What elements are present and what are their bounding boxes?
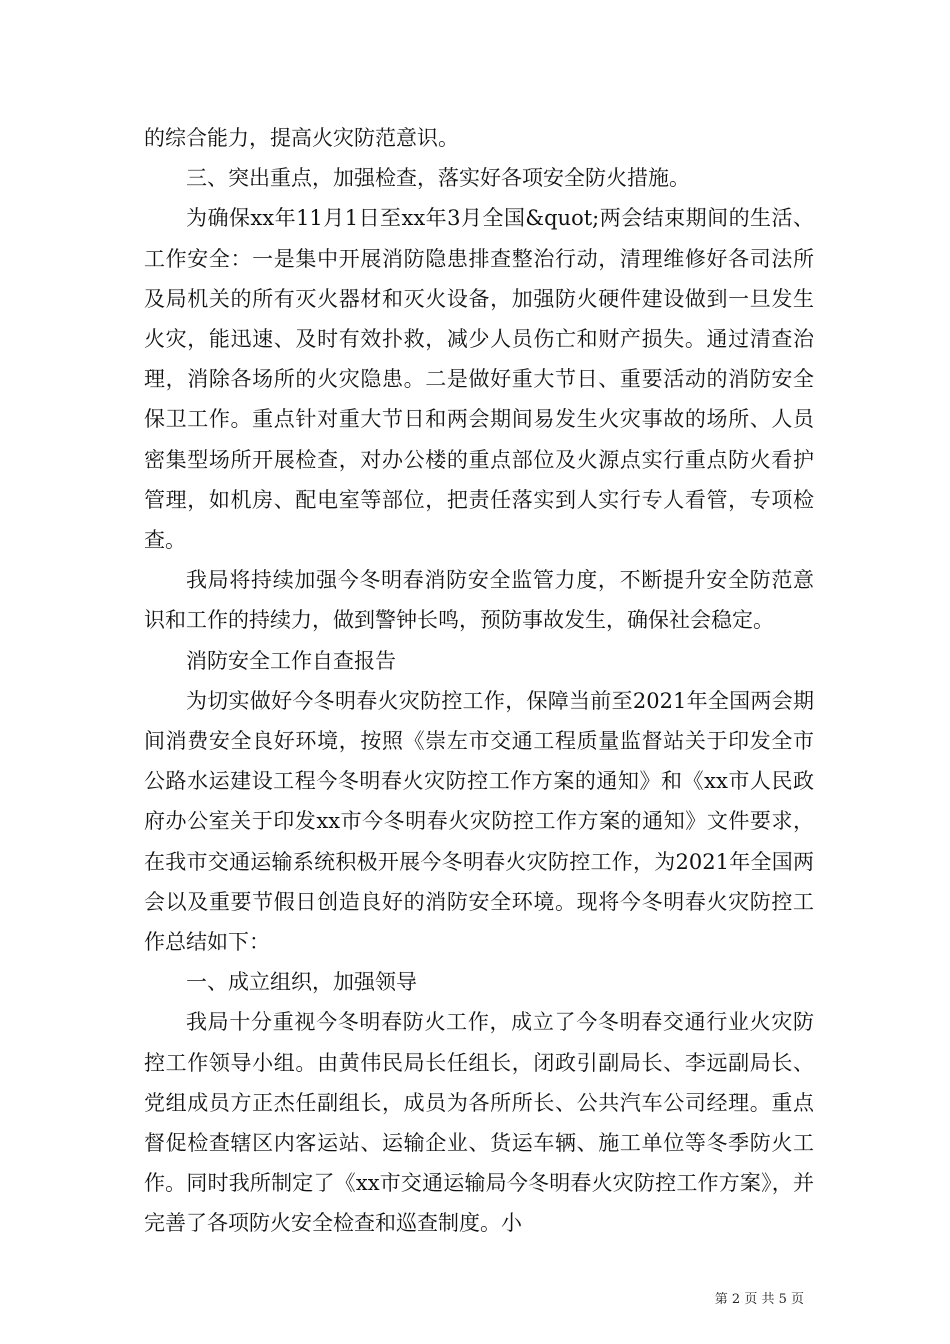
paragraph-introduction: 为切实做好今冬明春火灾防控工作，保障当前至2021年全国两会期间消费安全良好环境，按照《崇左市交通工程质量监督站关于印发全市公路水运建设工程今冬明春火灾防控工作方案的通知》和《xx市人民政府办公室关于印发xx市今冬明春火灾防控工作方案的通知》文件要求，在我市交通运输系统积极开展今冬明春火灾防控工作，为2021年全国两会以及重要节假日创造良好的消防安全环境。现将今冬明春火灾防控工作总结如下： (144, 688, 814, 955)
paragraph-continuation: 的综合能力，提高火灾防范意识。 (144, 126, 459, 150)
section-heading-three: 三、突出重点，加强检查，落实好各项安全防火措施。 (186, 166, 690, 191)
paragraph-safety-measures: 为确保xx年11月1日至xx年3月全国&quot;两会结束期间的生活、工作安全：一是集中开展消防隐患排查整治行动，清理维修好各司法所及局机关的所有灭火器材和灭火设备，加强防火硬件建设做到一旦发生火灾，能迅速、及时有效扑救，减少人员伤亡和财产损失。通过清查治理，消除各场所的火灾隐患。二是做好重大节日、重要活动的消防安全保卫工作。重点针对重大节日和两会期间易发生火灾事故的场所、人员密集型场所开展检查，对办公楼的重点部位及火源点实行重点防火看护管理，如机房、配电室等部位，把责任落实到人实行专人看管，专项检查。 (144, 206, 814, 553)
paragraph-conclusion: 我局将持续加强今冬明春消防安全监管力度，不断提升安全防范意识和工作的持续力，做到警钟长鸣，预防事故发生，确保社会稳定。 (144, 568, 814, 633)
section-heading-one: 一、成立组织，加强领导 (186, 970, 417, 995)
page-number: 第 2 页 共 5 页 (714, 1292, 804, 1307)
report-title: 消防安全工作自查报告 (186, 648, 396, 673)
paragraph-organization: 我局十分重视今冬明春防火工作，成立了今冬明春交通行业火灾防控工作领导小组。由黄伟民局长任组长，闭政引副局长、李远副局长、党组成员方正杰任副组长，成员为各所所长、公共汽车公司经理。重点督促检查辖区内客运站、运输企业、货运车辆、施工单位等冬季防火工作。同时我所制定了《xx市交通运输局今冬明春火灾防控工作方案》，并完善了各项防火安全检查和巡查制度。小 (144, 1010, 814, 1236)
document-body (144, 118, 814, 1244)
